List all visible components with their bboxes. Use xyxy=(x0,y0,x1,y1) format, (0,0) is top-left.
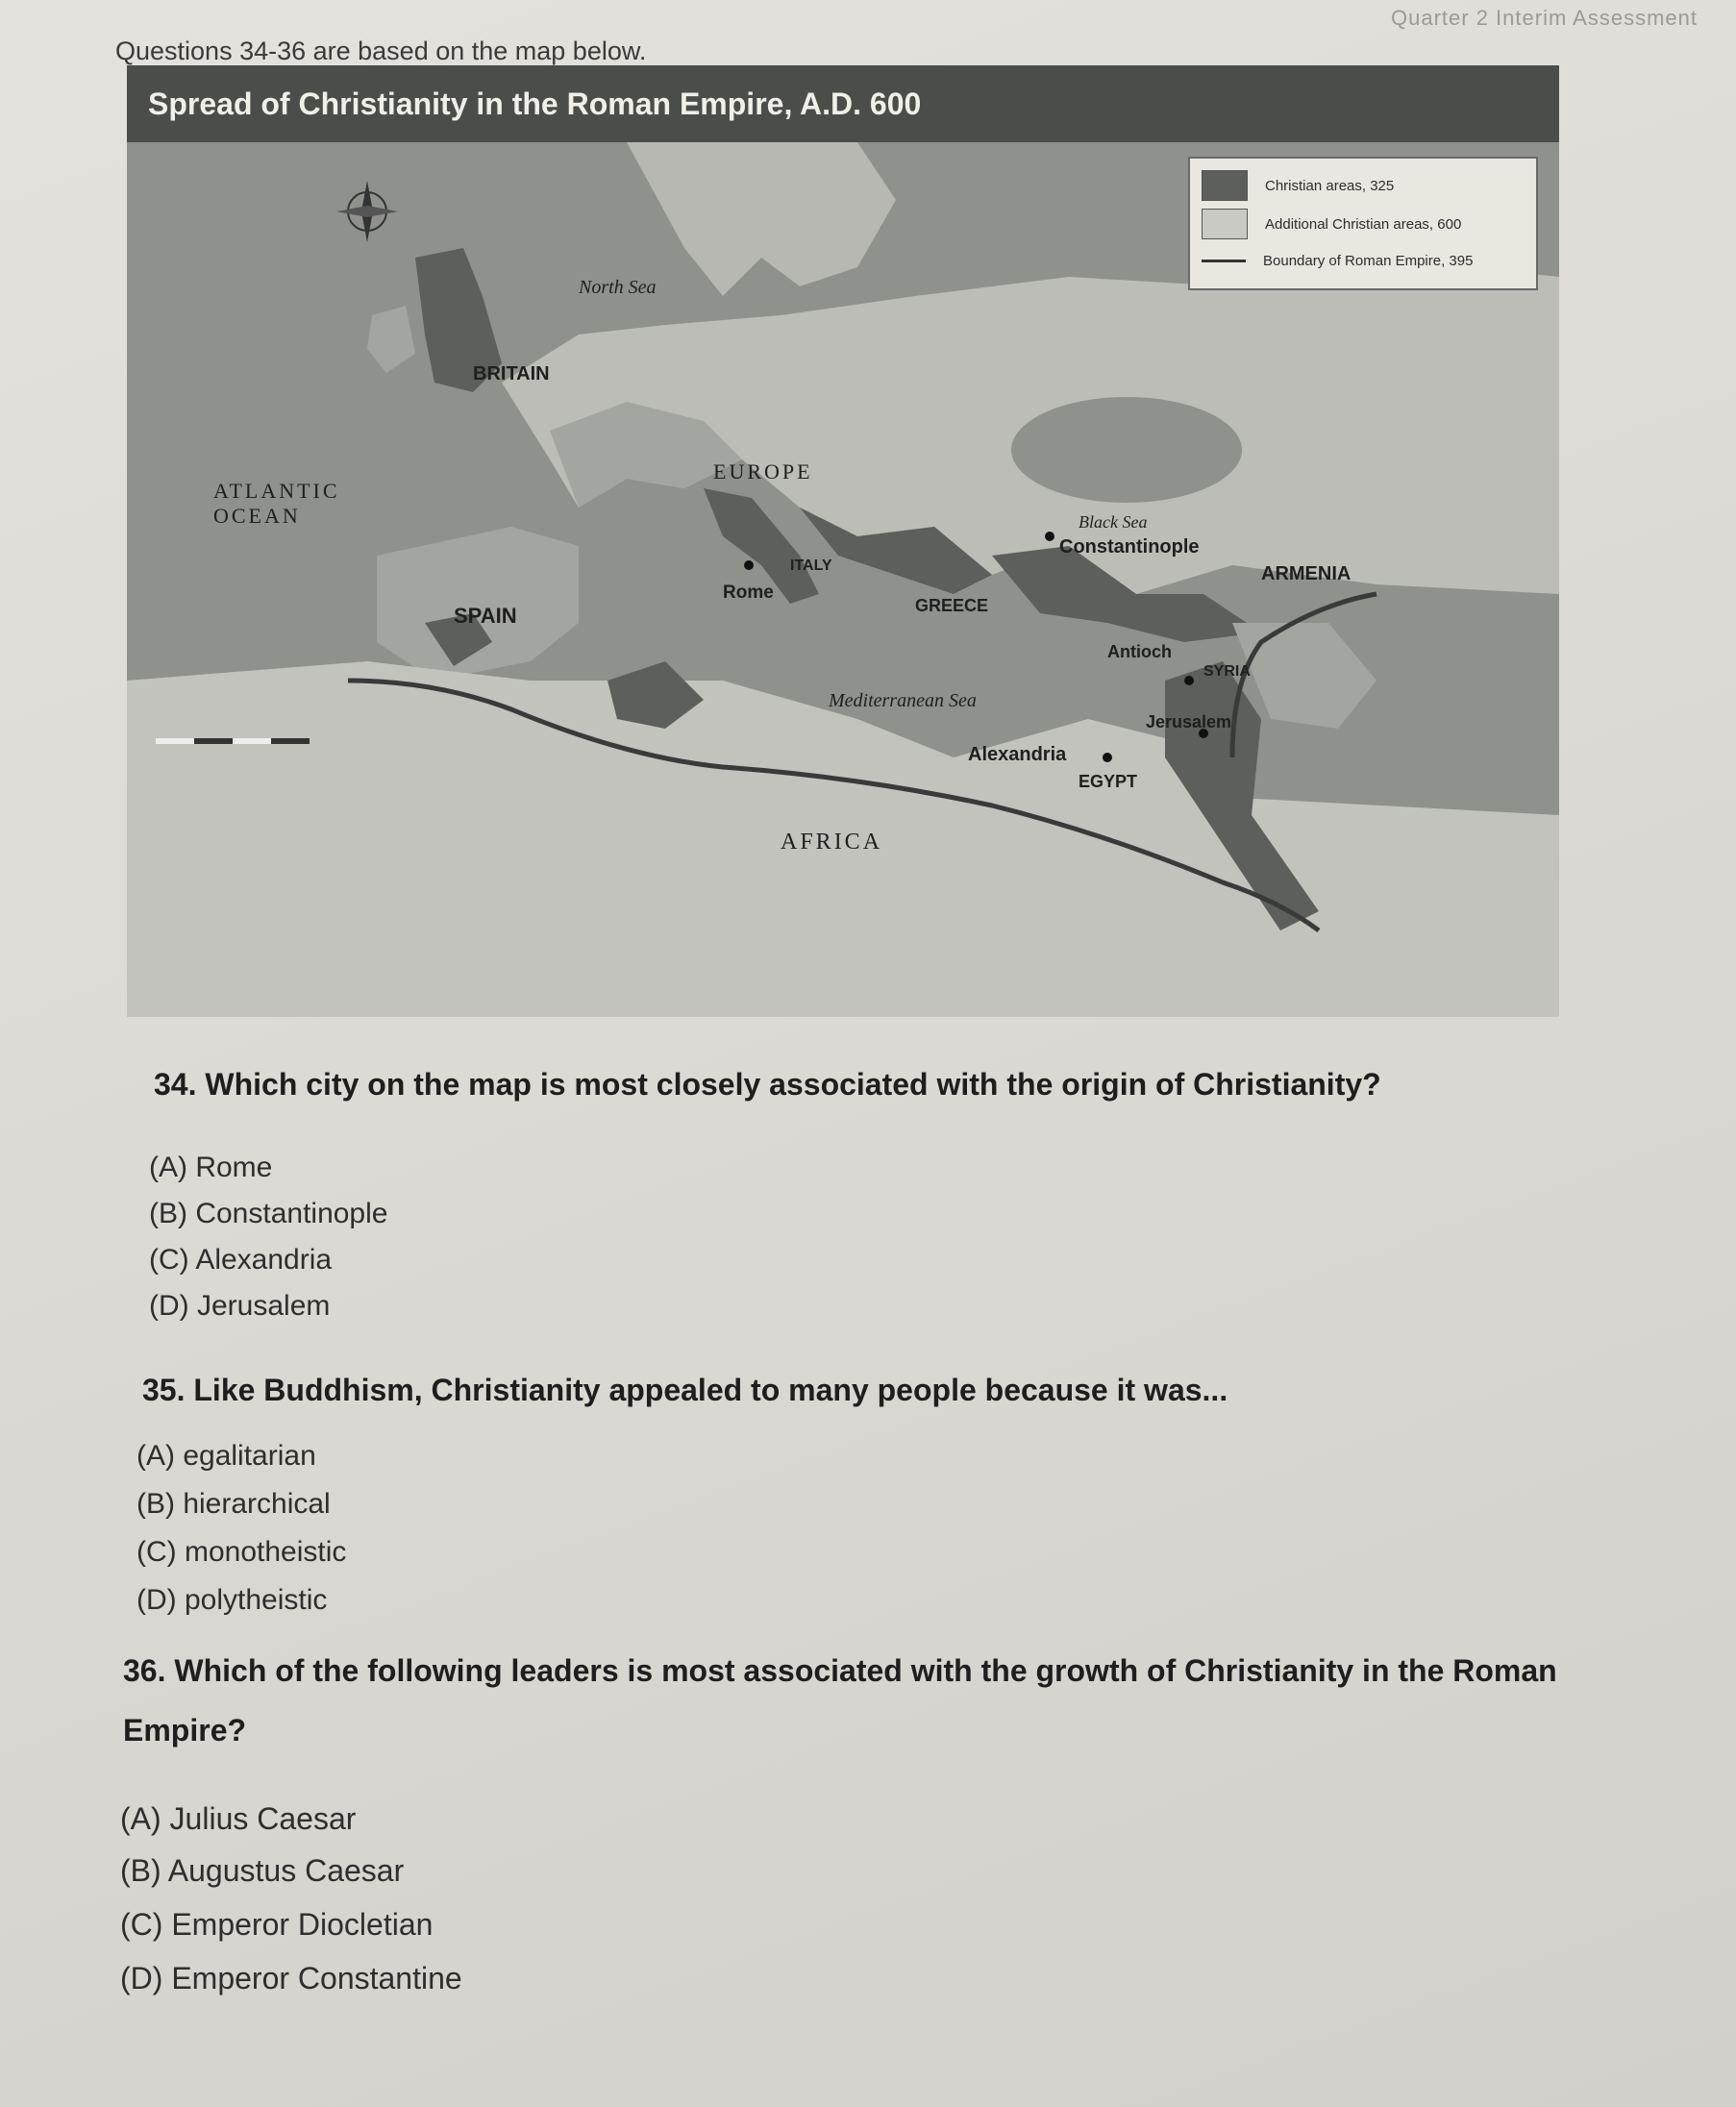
q36-option-a[interactable]: (A) Julius Caesar xyxy=(120,1801,357,1836)
black-sea xyxy=(1011,397,1242,503)
label-europe: EUROPE xyxy=(713,459,813,483)
legend-row-600 xyxy=(1202,209,1461,239)
q34-option-b[interactable]: (B) Constantinople xyxy=(149,1198,388,1229)
question-34-number: 34. xyxy=(154,1067,197,1102)
q36-option-b[interactable]: (B) Augustus Caesar xyxy=(120,1853,405,1888)
question-36-text-line1: Which of the following leaders is most associated with the growth of Christianity in the Roman xyxy=(174,1653,1557,1688)
q36-option-d[interactable]: (D) Emperor Constantine xyxy=(120,1961,462,1995)
label-constantinople: Constantinople xyxy=(1059,536,1200,558)
corner-note: Quarter 2 Interim Assessment xyxy=(1391,6,1698,30)
q34-option-d[interactable]: (D) Jerusalem xyxy=(149,1290,331,1322)
legend-swatch-dark xyxy=(1202,170,1248,201)
scale-bar xyxy=(156,738,310,744)
question-35-number: 35. xyxy=(142,1373,186,1407)
label-north-sea: North Sea xyxy=(579,277,657,298)
label-spain: SPAIN xyxy=(454,604,517,628)
label-britain: BRITAIN xyxy=(473,363,550,384)
q35-option-b[interactable]: (B) hierarchical xyxy=(136,1488,331,1520)
intro-text: Questions 34-36 are based on the map below. xyxy=(115,37,647,65)
label-mediterranean-sea: Mediterranean Sea xyxy=(829,690,977,711)
christianity-map xyxy=(127,65,1559,1017)
label-africa: AFRICA xyxy=(781,830,883,855)
label-armenia: ARMENIA xyxy=(1261,563,1352,584)
map-title: Spread of Christianity in the Roman Empire, A.D. 600 xyxy=(127,65,1559,142)
question-36 xyxy=(123,1653,1699,1689)
question-36-line2: Empire? xyxy=(123,1713,247,1748)
legend-line xyxy=(1202,260,1246,262)
map-legend xyxy=(1188,157,1538,290)
question-34 xyxy=(154,1067,1381,1103)
label-jerusalem: Jerusalem xyxy=(1146,712,1232,731)
legend-label-600: Additional Christian areas, 600 xyxy=(1265,215,1462,233)
label-antioch: Antioch xyxy=(1107,642,1172,661)
legend-swatch-light xyxy=(1202,209,1248,239)
rome-dot xyxy=(744,560,754,570)
constantinople-dot xyxy=(1045,532,1054,541)
q36-option-c[interactable]: (C) Emperor Diocletian xyxy=(120,1907,434,1942)
question-34-text: Which city on the map is most closely associated with the origin of Christianity? xyxy=(205,1067,1381,1102)
q35-option-a[interactable]: (A) egalitarian xyxy=(136,1440,316,1472)
label-italy: ITALY xyxy=(790,558,832,574)
q35-option-d[interactable]: (D) polytheistic xyxy=(136,1584,328,1616)
label-black-sea: Black Sea xyxy=(1079,512,1148,532)
legend-label-boundary: Boundary of Roman Empire, 395 xyxy=(1263,253,1474,269)
label-alexandria: Alexandria xyxy=(968,744,1067,765)
label-syria: SYRIA xyxy=(1203,663,1251,680)
legend-row-325 xyxy=(1202,170,1394,201)
label-egypt: EGYPT xyxy=(1079,772,1138,791)
q34-option-c[interactable]: (C) Alexandria xyxy=(149,1244,333,1276)
question-36-number: 36. xyxy=(123,1653,166,1688)
label-atlantic-ocean: ATLANTIC OCEAN xyxy=(213,479,340,528)
alexandria-dot xyxy=(1103,753,1112,762)
question-35-text: Like Buddhism, Christianity appealed to many people because it was... xyxy=(193,1373,1228,1407)
q34-option-a[interactable]: (A) Rome xyxy=(149,1152,273,1183)
label-rome: Rome xyxy=(723,583,774,603)
antioch-dot xyxy=(1184,676,1194,685)
q35-option-c[interactable]: (C) monotheistic xyxy=(136,1536,347,1568)
question-35 xyxy=(142,1373,1228,1408)
label-greece: GREECE xyxy=(915,596,989,615)
legend-row-boundary xyxy=(1202,253,1473,269)
legend-label-325: Christian areas, 325 xyxy=(1265,177,1395,194)
